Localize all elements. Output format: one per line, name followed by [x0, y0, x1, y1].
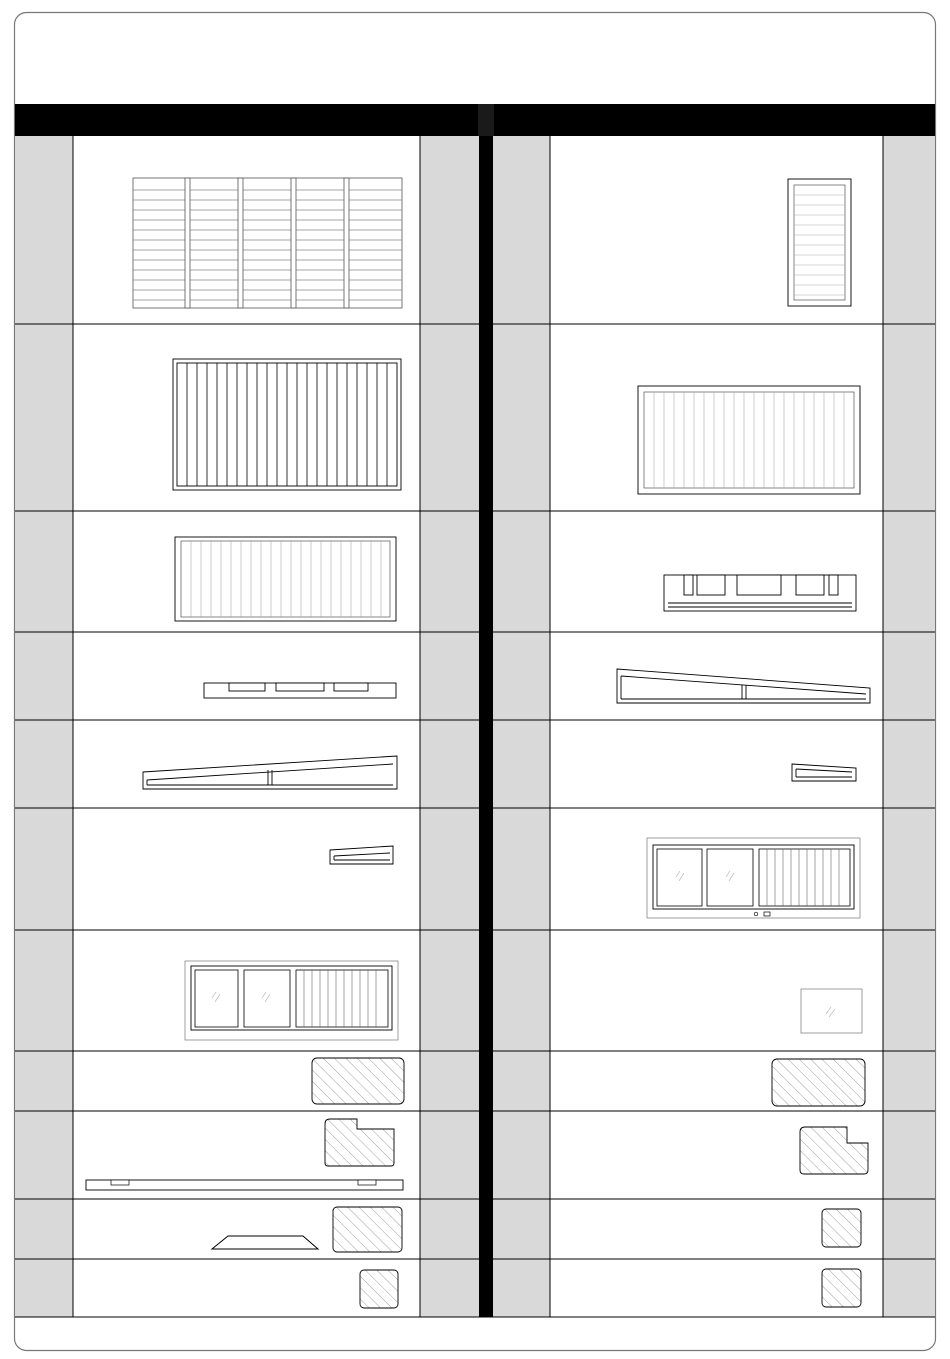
header-divider — [478, 104, 494, 136]
drawing-L11 — [360, 1270, 398, 1308]
drawing-R8 — [772, 1059, 865, 1106]
drawing-R10 — [822, 1209, 861, 1247]
drawing-R3 — [664, 575, 856, 611]
right-table — [493, 136, 935, 1317]
left-table — [15, 136, 479, 1317]
drawing-L2 — [173, 359, 401, 490]
drawing-R11 — [822, 1269, 861, 1307]
drawing-L8 — [312, 1058, 404, 1104]
header-band — [15, 104, 935, 136]
center-divider — [479, 136, 493, 1317]
drawing-L4 — [204, 683, 396, 698]
